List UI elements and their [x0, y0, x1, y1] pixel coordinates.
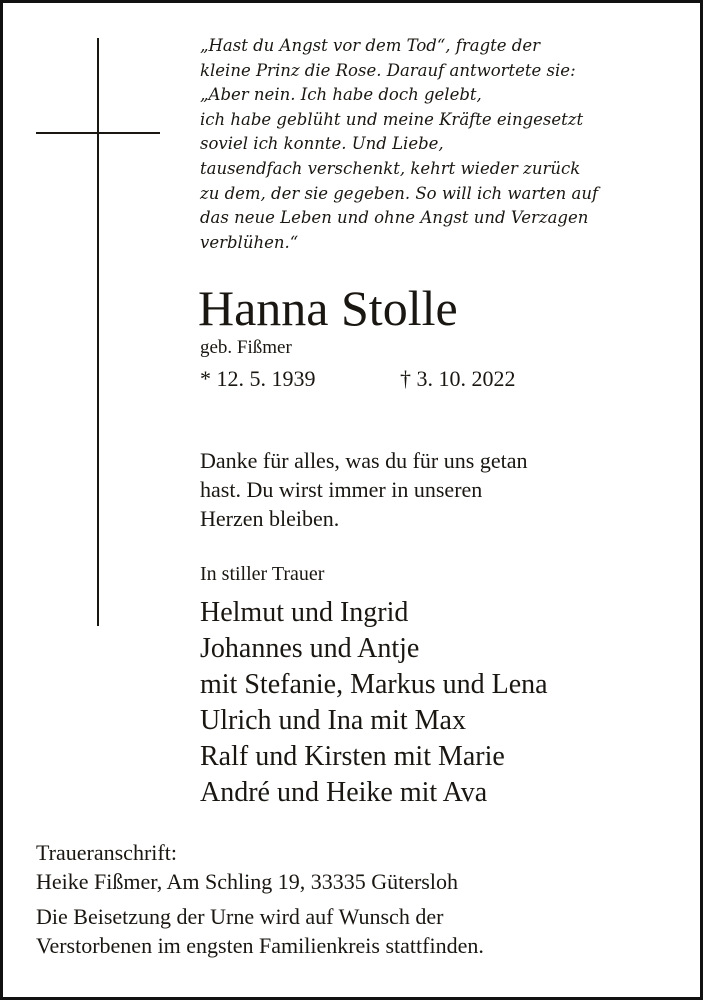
quote-line: ich habe geblüht und meine Kräfte eingesetzt	[200, 109, 584, 129]
burial-note-line: Die Beisetzung der Urne wird auf Wunsch der	[36, 904, 444, 929]
family-member: mit Stefanie, Markus und Lena	[200, 669, 548, 700]
family-member: Helmut und Ingrid	[200, 597, 409, 628]
cross-icon-horizontal	[36, 132, 160, 134]
family-list	[200, 595, 548, 811]
quote-line: „Hast du Angst vor dem Tod“, fragte der	[200, 36, 540, 55]
quote-line: das neue Leben und ohne Angst und Verzagen	[200, 208, 589, 228]
family-member: Ralf und Kirsten mit Marie	[200, 741, 505, 772]
quote-line: tausendfach verschenkt, kehrt wieder zurück	[200, 158, 581, 178]
thanks-text	[200, 446, 527, 533]
family-member: Ulrich und Ina mit Max	[200, 705, 466, 736]
death-date: † 3. 10. 2022	[400, 366, 516, 391]
thanks-line: Danke für alles, was du für uns getan	[200, 448, 528, 473]
family-member: André und Heike mit Ava	[200, 777, 488, 808]
burial-note-line: Verstorbenen im engsten Familienkreis stattfinden.	[36, 933, 484, 958]
quote	[200, 34, 598, 255]
quote-line: soviel ich konnte. Und Liebe,	[200, 134, 444, 154]
family-member: Johannes und Antje	[200, 633, 420, 664]
address: Heike Fißmer, Am Schling 19, 33335 Gütersloh	[36, 869, 458, 894]
dates	[200, 366, 680, 392]
deceased-name: Hanna Stolle	[198, 280, 458, 336]
cross-icon-vertical	[97, 38, 99, 626]
quote-line: zu dem, der sie gegeben. So will ich warten auf	[200, 183, 599, 203]
address-label: Traueranschrift:	[36, 840, 177, 865]
thanks-line: hast. Du wirst immer in unseren	[200, 477, 483, 502]
quote-line: „Aber nein. Ich habe doch gelebt,	[200, 85, 482, 105]
thanks-line: Herzen bleiben.	[200, 506, 340, 531]
quote-line: kleine Prinz die Rose. Darauf antwortete sie:	[200, 60, 576, 80]
birth-date: * 12. 5. 1939	[200, 366, 316, 391]
quote-line: verblühen.“	[200, 232, 299, 252]
burial-note	[36, 902, 484, 960]
mourning-label: In stiller Trauer	[200, 563, 325, 585]
birth-name: geb. Fißmer	[200, 337, 292, 358]
